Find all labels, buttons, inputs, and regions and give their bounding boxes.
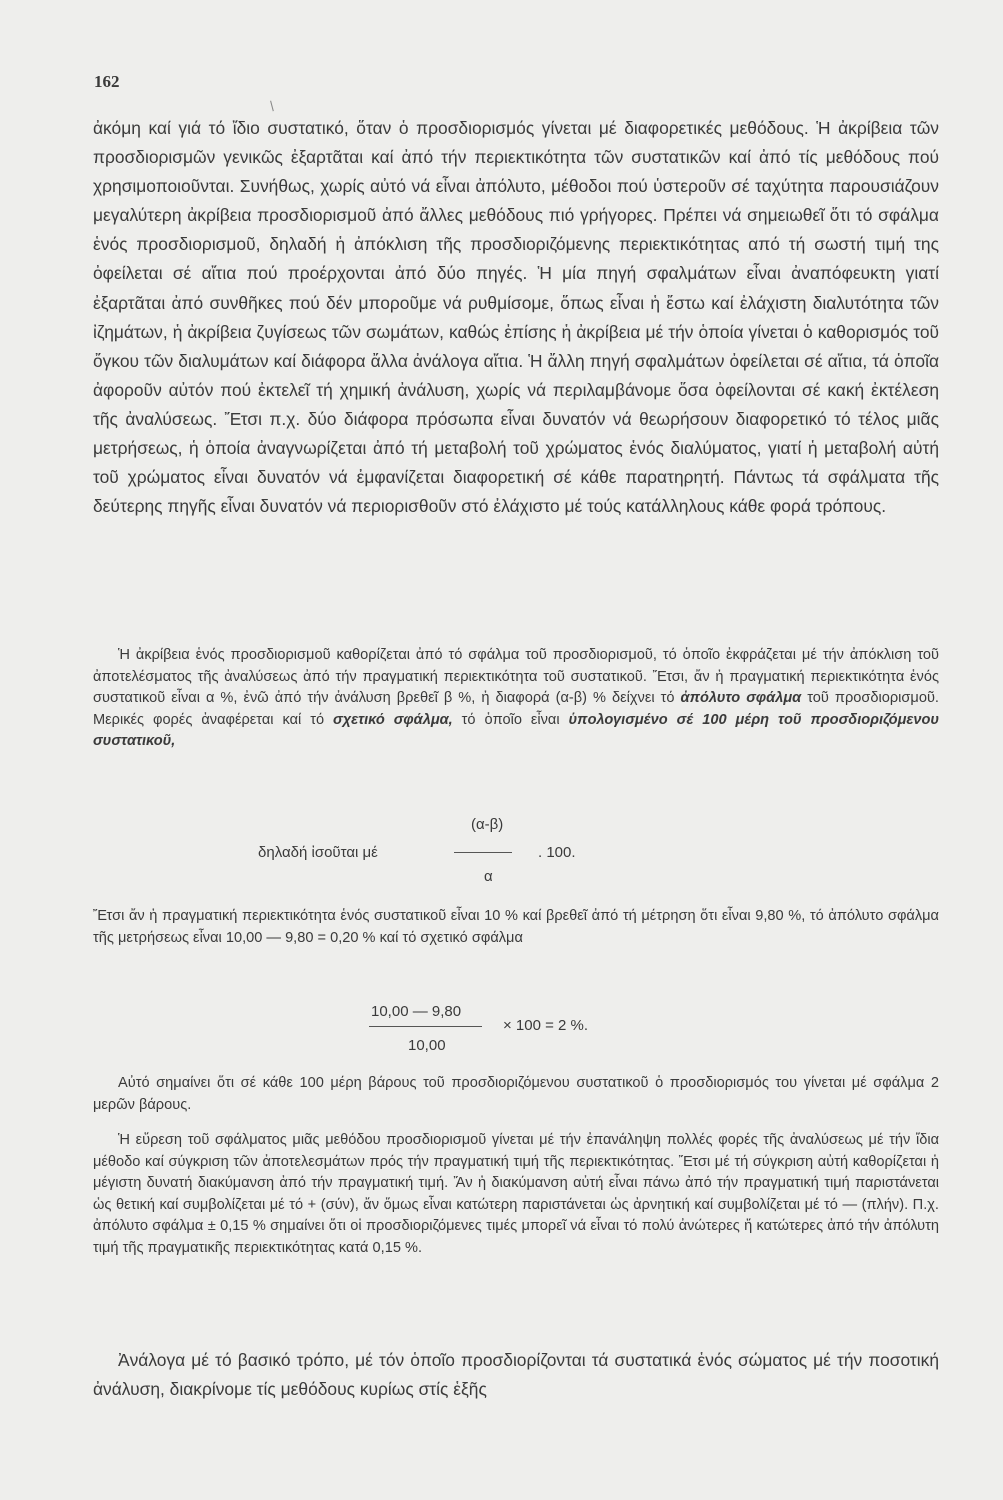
formula-lead-text: δηλαδή ἰσοῦται μέ — [258, 844, 378, 861]
paragraph-methods: Ἀνάλογα μέ τό βασικό τρόπο, μέ τόν ὁποῖο προσδιορίζονται τά συστατικά ἑνός σώματος μέ τήν ποσοτική ἀνάλυση, διακρίνομε τίς μεθόδους κυρίως στίς ἑξῆς — [93, 1350, 939, 1400]
paragraph-error-determination: Ἡ εὕρεση τοῦ σφάλματος μιᾶς μεθόδου προσδιορισμοῦ γίνεται μέ τήν ἐπανάληψη πολλές φορές τῆς ἀναλύσεως μέ τήν ἴδια μέθοδο καί σύγκριση τῶν ἀποτελεσμάτων πρός τήν πραγματική τιμή τῆς περιεκτικότητας. Ἔτσι μέ τή σύγκριση αὐτή καθορίζεται ἡ μέγιστη δυνατή διακύμανση ἀπό τήν πραγματική τιμή. Ἄν ἡ διακύμανση αὐτή εἶναι πάνω ἀπό τήν πραγματική τιμή παριστάνεται ὡς θετική καί συμβολίζεται μέ τό + (σύν), ἄν ὅμως εἶναι κατώτερη παριστάνεται ὡς ἀρνητική καί συμβολίζεται μέ τό — (πλήν). Π.χ. ἀπόλυτο σφάλμα ± 0,15 % σημαίνει ὅτι οἱ προσδιοριζόμενες τιμές μπορεῖ νά εἶναι τό πολύ ἀνώτερες ἤ κατώτερες ἀπό τήν ἀπόλυτη τιμή τῆς πραγματικῆς περιεκτικότητας κατά 0,15 %. — [93, 1132, 939, 1256]
formula-tail: . 100. — [538, 844, 576, 861]
formula-numerator: (α-β) — [471, 816, 504, 833]
paragraph-text: Ἡ ἀκρίβεια ἑνός προσδιορισμοῦ καθορίζεται ἀπό τό σφάλμα τοῦ προσδιορισμοῦ, τό ὁποῖο ἐκφράζεται μέ τήν ἀπόκλιση τοῦ ἀποτελέσματος τῆς ἀναλύσεως ἀπό τήν πραγματική περιεκτικότητα τοῦ συστατικοῦ. Ἔτσι, ἄν ἡ πραγματική περιεκτικότητα ἑνός συστατικοῦ εἶναι α %, ἐνῶ ἀπό τήν ἀνάλυση βρεθεῖ β %, ἡ διαφορά (α-β) % δείχνει τό — [93, 647, 939, 707]
fraction-bar — [369, 1026, 482, 1027]
term-computed-per-100: ὑπολογισμένο σέ 100 μέρη τοῦ προσδιοριζόμενου συστατικοῦ, — [93, 711, 940, 750]
paragraph-accuracy-definition — [93, 645, 939, 753]
paragraph-error-sources: ἀκόμη καί γιά τό ἴδιο συστατικό, ὅταν ὁ προσδιορισμός γίνεται μέ διαφορετικές μεθόδους. Ἡ ἀκρίβεια τῶν προσδιορισμῶν γενικῶς ἐξαρτᾶται καί ἀπό τήν περιεκτικότητα τῶν συστατικῶν καί ἀπό τίς μεθόδους πού χρησιμοποιοῦνται. Συνήθως, χωρίς αὐτό νά εἶναι ἀπόλυτο, μέθοδοι πού ὑστεροῦν σέ ταχύτητα παρουσιάζουν μεγαλύτερη ἀκρίβεια προσδιορισμοῦ ἀπό ἄλλες μεθόδους πιό γρήγορες. Πρέπει νά σημειωθεῖ ὅτι τό σφάλμα ἑνός προσδιορισμοῦ, δηλαδή ἡ ἀπόκλιση τῆς προσδιοριζόμενης περιεκτικότητας από τή σωστή τιμή της ὀφείλεται σέ αἴτια πού προέρχονται ἀπό δύο πηγές. Ἡ μία πηγή σφαλμάτων εἶναι ἀναπόφευκτη γιατί ἐξαρτᾶται ἀπό συνθῆκες πού δέν μποροῦμε νά ρυθμίσομε, ὅπως εἶναι ἡ ἔστω καί ἐλάχιστη διαλυτότητα τῶν ἰζημάτων, ἡ ἀκρίβεια ζυγίσεως τῶν σωμάτων, καθώς ἐπίσης ἡ ἀκρίβεια μέ τήν ὁποία γίνεται ὁ καθορισμός τοῦ ὄγκου τῶν διαλυμάτων καί διάφορα ἄλλα ἀνάλογα αἴτια. Ἡ ἄλλη πηγή σφαλμάτων ὀφείλεται σέ αἴτια, τά ὁποῖα ἀφοροῦν αὐτόν πού ἐκτελεῖ τή χημική ἀνάλυση, χωρίς νά περιλαμβάνομε ὅσα ὀφείλονται σέ κακή ἐκτέλεση τῆς ἀναλύσεως. Ἔτσι π.χ. δύο διάφορα πρόσωπα εἶναι δυνατόν νά θεωρήσουν διαφορετικό τό τέλος μιᾶς μετρήσεως, ἡ ὁποία ἀναγνωρίζεται ἀπό τή μεταβολή τοῦ χρώματος ἑνός διαλύματος, γιατί ἡ μεταβολή αὐτή τοῦ χρώματος εἶναι δυνατόν νά ἐμφανίζεται διαφορετική σέ κάθε παρατηρητή. Πάντως τά σφάλματα τῆς δεύτερης πηγῆς εἶναι δυνατόν νά περιορισθοῦν στό ἐλάχιστο μέ τούς κατάλληλους κάθε φορά τρόπους. — [93, 118, 939, 517]
scan-mark: / — [266, 98, 278, 114]
paragraph-text: τό ὁποῖο εἶναι — [452, 711, 569, 728]
formula-tail: × 100 = 2 %. — [503, 1017, 589, 1034]
paragraph-text: τοῦ προσδιορισμοῦ. Μερικές φορές ἀναφέρεται καί τό — [93, 690, 939, 728]
fraction-bar — [454, 852, 512, 853]
formula-numerator: 10,00 — 9,80 — [371, 1003, 462, 1020]
formula-denominator: α — [484, 868, 493, 885]
term-absolute-error: ἀπόλυτο σφάλμα — [680, 690, 802, 707]
term-relative-error: σχετικό σφάλμα, — [333, 711, 453, 728]
paragraph-meaning: Αὐτό σημαίνει ὅτι σέ κάθε 100 μέρη βάρους τοῦ προσδιοριζόμενου συστατικοῦ ὁ προσδιορισμός του γίνεται μέ σφάλμα 2 μερῶν βάρους. — [93, 1075, 939, 1113]
formula-denominator: 10,00 — [408, 1037, 446, 1054]
paragraph-example: Ἔτσι ἄν ἡ πραγματική περιεκτικότητα ἑνός συστατικοῦ εἶναι 10 % καί βρεθεῖ ἀπό τή μέτρηση ὅτι εἶναι 9,80 %, τό ἀπόλυτο σφάλμα τῆς μετρήσεως εἶναι 10,00 — 9,80 = 0,20 % καί τό σχετικό σφάλμα — [93, 908, 939, 946]
page-number: 162 — [94, 72, 120, 91]
